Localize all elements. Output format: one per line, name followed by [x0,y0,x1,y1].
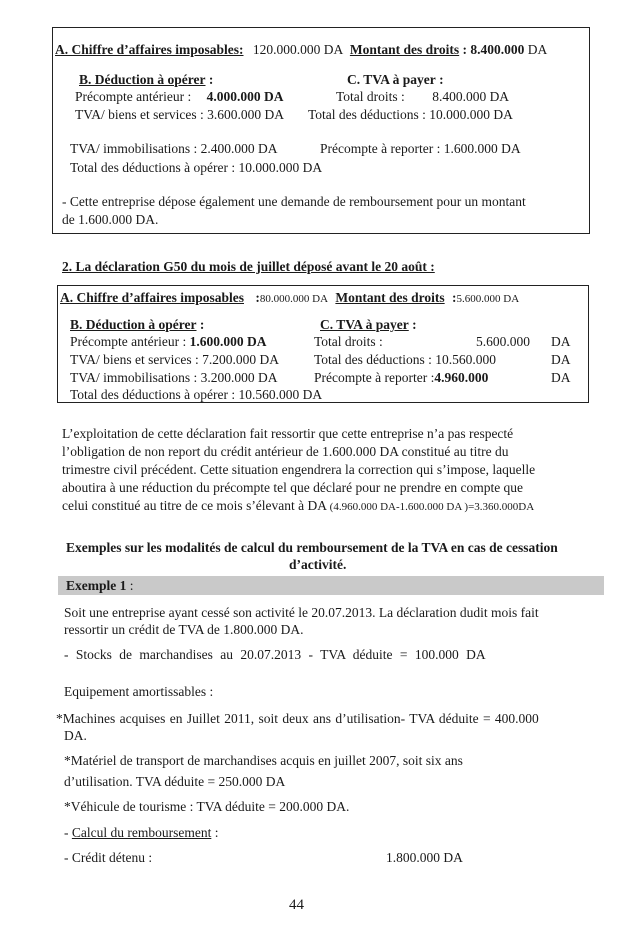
s2-total-deductions-c-unit: DA [551,352,571,367]
credit-value: 1.800.000 DA [386,850,463,865]
s1-montant-value: : 8.400.000 [462,42,525,57]
s2-chiffre-row [60,289,519,308]
analysis-line2: l’obligation de non report du crédit antérieur de 1.600.000 DA constitué au titre du [62,444,509,459]
s1-tva-heading [347,71,444,88]
s2-precompte-reporter-value: 4.960.000 [434,370,489,385]
s2-deduction-heading [70,316,204,333]
exemple1-heading [66,577,134,594]
s1-tva-title: C. TVA à payer [347,72,436,87]
materiel-line2: d’utilisation. TVA déduite = 250.000 DA [64,774,286,789]
s2-precompte-reporter-label: Précompte à reporter : [314,370,435,385]
s2-total-droits-value: 5.600.000 [476,334,530,349]
s2-tva-heading [320,316,417,333]
analysis-line5-calc: (4.960.000 DA-1.600.000 DA )=3.360.000DA [329,501,535,513]
vehicule-line: *Véhicule de tourisme : TVA déduite = 200.000 DA. [64,799,350,814]
s1-deduction-colon: : [208,72,214,87]
s1-immobilisations: TVA/ immobilisations : 2.400.000 DA [70,141,278,156]
s1-montant-label: Montant des droits [349,42,460,57]
s2-deduction-colon: : [199,317,205,332]
s2-chiffre-label: A. Chiffre d’affaires imposables [60,290,244,305]
s2-precompte-reporter-unit: DA [551,370,571,385]
s1-total-deductions-c: Total des déductions : 10.000.000 DA [308,107,513,122]
calcul-colon: : [211,825,219,840]
examples-title-line1: Exemples sur les modalités de calcul du remboursement de la TVA en cas de cessation [66,540,558,555]
s2-total-deductions-c: Total des déductions : 10.560.000 [314,352,497,367]
s2-tva-colon: : [412,317,417,332]
s2-precompte-value: 1.600.000 DA [189,334,267,349]
examples-title-line2: d’activité. [289,557,347,572]
calcul-dash: - [64,825,72,840]
s1-tva-colon: : [439,72,444,87]
s1-total-droits-label: Total droits : [336,89,405,104]
s1-chiffre-row [55,41,547,58]
s2-montant-value: 5.600.000 DA [456,293,520,305]
s1-total-droits-value: 8.400.000 DA [432,89,510,104]
s2-chiffre-value: 80.000.000 DA [259,293,329,305]
s2-precompte-reporter-row [314,369,488,386]
s1-montant-unit: DA [527,42,548,57]
equipement-line: Equipement amortissables : [64,684,214,699]
s1-biens-services: TVA/ biens et services : 3.600.000 DA [75,107,284,122]
calcul-row [64,824,218,841]
s2-precompte-row [70,333,266,350]
s1-precompte-label: Précompte antérieur : [75,89,192,104]
s1-chiffre-label: A. Chiffre d’affaires imposables: [55,42,244,57]
s2-total-droits-label: Total droits : [314,334,383,349]
materiel-line1: *Matériel de transport de marchandises acquis en juillet 2007, soit six ans [64,753,463,768]
s1-note-line2: de 1.600.000 DA. [62,212,159,227]
analysis-line3: trimestre civil précédent. Cette situation engendrera la correction qui s’impose, laquelle [62,462,536,477]
s1-total-deductions-b: Total des déductions à opérer : 10.000.000 DA [70,160,323,175]
s1-note-line1: - Cette entreprise dépose également une demande de remboursement pour un montant [62,194,526,209]
s1-chiffre-value: 120.000.000 DA [252,42,343,57]
s2-precompte-label: Précompte antérieur : [70,334,187,349]
machines-line2: DA. [64,728,87,743]
exemple1-label: Exemple 1 [66,578,127,593]
exemple1-banner [58,576,604,595]
s2-total-deductions-b: Total des déductions à opérer : 10.560.000 DA [70,387,323,402]
analysis-line4: aboutira à une réduction du précompte tel que déclaré pour ne prendre en compte que [62,480,524,495]
machines-line1: *Machines acquises en Juillet 2011, soit deux ans d’utilisation- TVA déduite = 400.000 [56,711,539,726]
s2-montant-label: Montant des droits [335,290,445,305]
stocks-line: - Stocks de marchandises au 20.07.2013 - TVA déduite = 100.000 DA [64,647,486,662]
intro-line1: Soit une entreprise ayant cessé son activité le 20.07.2013. La déclaration dudit mois fait [64,605,539,620]
exemple1-colon: : [129,578,134,593]
analysis-line5: celui constitué au titre de ce mois s’élevant à DA [62,498,327,513]
s2-tva-title: C. TVA à payer [320,317,409,332]
s2-biens-services: TVA/ biens et services : 7.200.000 DA [70,352,279,367]
s1-deduction-title: B. Déduction à opérer [79,72,206,87]
page-number: 44 [289,897,304,913]
calcul-label: Calcul du remboursement [71,825,212,840]
s1-precompte-row [75,88,283,105]
credit-label: - Crédit détenu : [64,850,153,865]
intro-line2: ressortir un crédit de TVA de 1.800.000 DA. [64,622,304,637]
s2-chiffre-colon: : [255,290,260,305]
s1-total-droits-row [336,88,509,105]
s2-immobilisations: TVA/ immobilisations : 3.200.000 DA [70,370,278,385]
analysis-line5-row [62,497,534,516]
analysis-line1: L’exploitation de cette déclaration fait ressortir que cette entreprise n’a pas respecté [62,426,514,441]
s1-precompte-value: 4.000.000 DA [206,89,284,104]
s2-montant-colon: : [452,290,457,305]
s1-precompte-reporter: Précompte à reporter : 1.600.000 DA [320,141,521,156]
s2-total-droits-unit: DA [551,334,571,349]
s1-deduction-heading [79,71,213,88]
s2-deduction-title: B. Déduction à opérer [70,317,197,332]
s2-heading: 2. La déclaration G50 du mois de juillet déposé avant le 20 août : [62,259,435,274]
